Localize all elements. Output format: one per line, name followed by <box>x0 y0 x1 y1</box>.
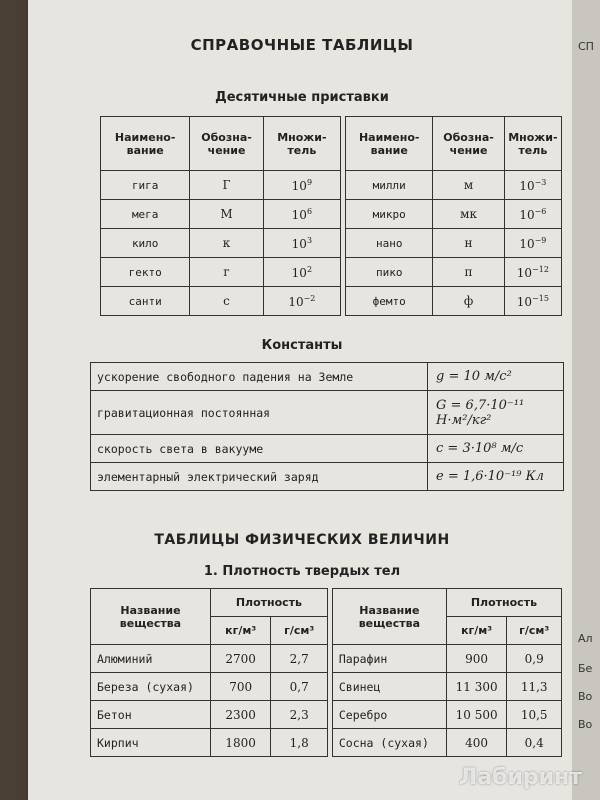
prefix-multiplier: $10^{-9}$ <box>504 229 561 258</box>
header-multiplier-right: Множи-тель <box>504 117 561 171</box>
table-row <box>91 391 564 435</box>
prefix-multiplier: $10^{-6}$ <box>504 200 561 229</box>
constant-name: гравитационная постоянная <box>91 391 428 435</box>
prefix-multiplier: $10^3$ <box>263 229 340 258</box>
substance-name: Парафин <box>332 645 446 673</box>
table-row <box>91 363 564 391</box>
prefixes-title: Десятичные приставки <box>215 90 389 105</box>
constant-value: c = 3·10⁸ м/с <box>428 435 564 463</box>
prefixes-table <box>100 116 562 316</box>
table-row <box>101 258 562 287</box>
density-g: 0,7 <box>271 673 327 701</box>
density-kg: 400 <box>446 729 506 757</box>
constants-table <box>90 362 564 491</box>
header-symbol-left: Обозна-чение <box>190 117 263 171</box>
table-row <box>91 701 562 729</box>
substance-name: Бетон <box>91 701 211 729</box>
table-row <box>101 287 562 316</box>
header-density-left: Плотность <box>210 589 327 617</box>
prefix-name: гига <box>101 171 190 200</box>
prefix-multiplier: $10^9$ <box>263 171 340 200</box>
adjacent-page-fragment: Во <box>578 718 593 731</box>
prefix-name: микро <box>346 200 433 229</box>
prefix-multiplier: $10^{-15}$ <box>504 287 561 316</box>
adjacent-page <box>572 0 600 800</box>
density-kg: 1800 <box>210 729 271 757</box>
substance-name: Кирпич <box>91 729 211 757</box>
constant-value: g = 10 м/с² <box>428 363 564 391</box>
constant-name: элементарный электрический заряд <box>91 463 428 491</box>
prefix-name: пико <box>346 258 433 287</box>
table-row <box>101 171 562 200</box>
table-row <box>101 229 562 258</box>
density-table <box>90 588 562 757</box>
substance-name: Свинец <box>332 673 446 701</box>
table-row <box>101 200 562 229</box>
table-row <box>91 673 562 701</box>
prefix-symbol: к <box>190 229 263 258</box>
table-row <box>91 463 564 491</box>
constant-value: e = 1,6·10⁻¹⁹ Кл <box>428 463 564 491</box>
prefix-symbol: ф <box>433 287 504 316</box>
table-row <box>91 729 562 757</box>
density-title: 1. Плотность твердых тел <box>203 564 401 579</box>
header-unit-kg: кг/м³ <box>210 617 271 645</box>
prefix-symbol: м <box>433 171 504 200</box>
header-unit-g: г/см³ <box>271 617 327 645</box>
adjacent-page-fragment: Ал <box>578 632 593 645</box>
header-multiplier-left: Множи-тель <box>263 117 340 171</box>
prefix-symbol: п <box>433 258 504 287</box>
header-unit-g: г/см³ <box>507 617 562 645</box>
adjacent-page-fragment: СП <box>578 40 594 53</box>
density-g: 10,5 <box>507 701 562 729</box>
header-substance-right: Название вещества <box>332 589 446 645</box>
density-g: 2,7 <box>271 645 327 673</box>
header-density-right: Плотность <box>446 589 561 617</box>
watermark-logo: Лабиринт <box>458 765 582 790</box>
prefix-name: кило <box>101 229 190 258</box>
substance-name: Алюминий <box>91 645 211 673</box>
prefix-symbol: мк <box>433 200 504 229</box>
density-kg: 11 300 <box>446 673 506 701</box>
density-g: 0,9 <box>507 645 562 673</box>
density-kg: 900 <box>446 645 506 673</box>
density-g: 1,8 <box>271 729 327 757</box>
constants-title: Константы <box>261 338 343 353</box>
prefix-name: гекто <box>101 258 190 287</box>
prefix-name: санти <box>101 287 190 316</box>
substance-name: Береза (сухая) <box>91 673 211 701</box>
header-symbol-right: Обозна-чение <box>433 117 504 171</box>
prefix-multiplier: $10^6$ <box>263 200 340 229</box>
prefix-symbol: Г <box>190 171 263 200</box>
prefix-name: фемто <box>346 287 433 316</box>
adjacent-page-fragment: Бе <box>578 662 593 675</box>
adjacent-page-fragment: Во <box>578 690 593 703</box>
density-kg: 2700 <box>210 645 271 673</box>
header-name-right: Наимено-вание <box>346 117 433 171</box>
constant-value: G = 6,7·10⁻¹¹ Н·м²/кг² <box>428 391 564 435</box>
prefix-multiplier: $10^2$ <box>263 258 340 287</box>
density-kg: 700 <box>210 673 271 701</box>
density-g: 2,3 <box>271 701 327 729</box>
prefix-name: мега <box>101 200 190 229</box>
prefix-symbol: г <box>190 258 263 287</box>
header-name-left: Наимено-вание <box>101 117 190 171</box>
density-kg: 2300 <box>210 701 271 729</box>
prefix-multiplier: $10^{-12}$ <box>504 258 561 287</box>
prefix-name: милли <box>346 171 433 200</box>
page-title: СПРАВОЧНЫЕ ТАБЛИЦЫ <box>190 36 414 54</box>
physics-title: ТАБЛИЦЫ ФИЗИЧЕСКИХ ВЕЛИЧИН <box>154 532 450 548</box>
table-row <box>91 645 562 673</box>
prefix-symbol: с <box>190 287 263 316</box>
header-unit-kg: кг/м³ <box>446 617 506 645</box>
header-substance-left: Название вещества <box>91 589 211 645</box>
prefix-multiplier: $10^{-3}$ <box>504 171 561 200</box>
density-g: 0,4 <box>507 729 562 757</box>
prefix-multiplier: $10^{-2}$ <box>263 287 340 316</box>
prefix-symbol: М <box>190 200 263 229</box>
prefix-symbol: н <box>433 229 504 258</box>
substance-name: Серебро <box>332 701 446 729</box>
density-kg: 10 500 <box>446 701 506 729</box>
density-g: 11,3 <box>507 673 562 701</box>
substance-name: Сосна (сухая) <box>332 729 446 757</box>
constant-name: скорость света в вакууме <box>91 435 428 463</box>
constant-name: ускорение свободного падения на Земле <box>91 363 428 391</box>
prefix-name: нано <box>346 229 433 258</box>
table-row <box>91 435 564 463</box>
book-page <box>28 0 576 800</box>
